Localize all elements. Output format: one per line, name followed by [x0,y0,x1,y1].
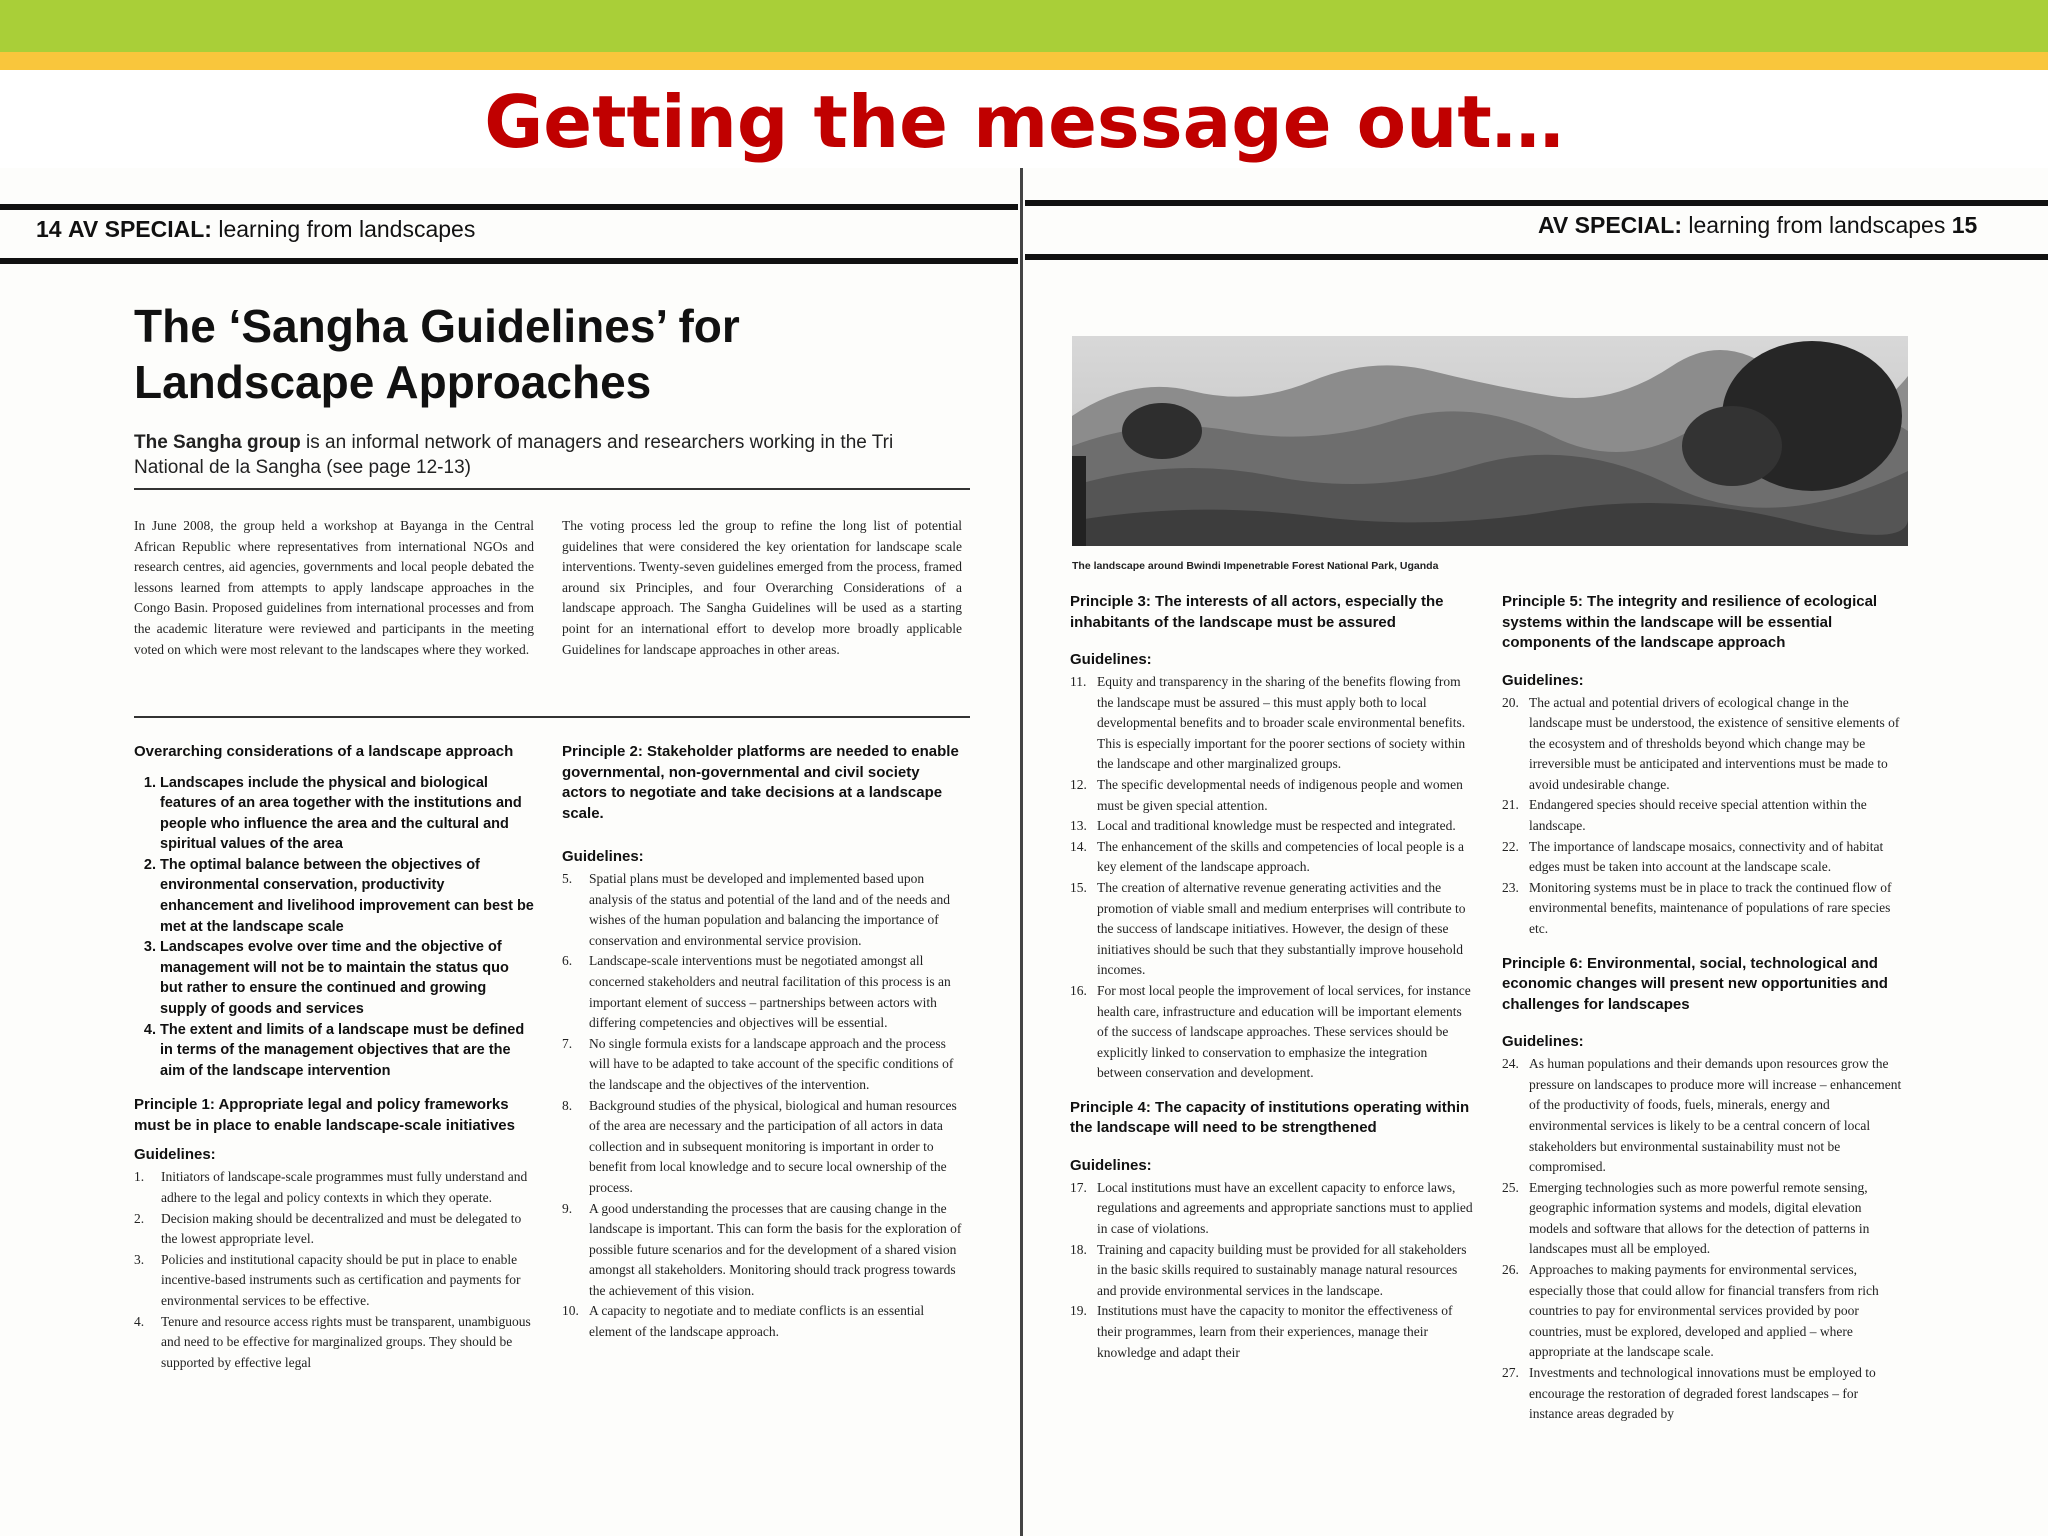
landscape-photo [1072,336,1908,546]
guideline-item [562,1301,962,1342]
p4-guidelines-label: Guidelines: [1070,1156,1152,1174]
guideline-text: The importance of landscape mosaics, connectivity and of habitat edges must be taken into account at the landscape scale. [1529,838,1884,875]
left-section-label: AV SPECIAL: [67,216,212,242]
overarching-item: 2. The optimal balance between the objectives of environmental conservation, productivity enhancement and livelihood improvement can best be met at the landscape scale [160,855,534,937]
guideline-number: 6. [562,953,573,969]
guideline-item [1070,878,1475,981]
guideline-text: The actual and potential drivers of ecological change in the landscape must be understood, the existence of sensitive elements of the ecosystem and of thresholds beyond which change may be irreversible must be anticipated and interventions must be made to avoid undesirable change. [1529,694,1900,792]
principle6-heading: Principle 6: Environmental, social, technological and economic changes will present new opportunities and challenges for landscapes [1502,954,1888,1013]
guideline-text: Tenure and resource access rights must be transparent, unambiguous and need to be effective for marginalized groups. They should be supported by effective legal [161,1313,531,1370]
guideline-text: As human populations and their demands upon resources grow the pressure on landscapes to produce more will increase – enhancement of the productivity of foods, fuels, minerals, energy and environmental services is likely to be a central concern of local stakeholders but environmental sustainability must not be compromised. [1529,1056,1902,1175]
guideline-text: Local and traditional knowledge must be respected and integrated. [1097,818,1456,834]
guideline-text: Background studies of the physical, biological and human resources of the area are necessary and the participation of all actors in data collection and in subsequent monitoring is important in order to benefit from local knowledge and to secure local ownership of the process. [589,1097,957,1195]
overarching-heading: Overarching considerations of a landscape approach [134,743,514,760]
guideline-item [1502,837,1902,878]
guideline-item [1070,837,1475,878]
guideline-number: 9. [562,1200,573,1216]
guideline-number: 11. [1070,674,1087,689]
guideline-item [134,1209,534,1250]
principle1-heading: Principle 1: Appropriate legal and policy frameworks must be in place to enable landscape-scale initiatives [134,1096,515,1134]
guideline-text: Approaches to making payments for environmental services, especially those that could allow for financial transfers from rich countries to pay for environmental services provided by poor countries, must be explored, developed and applied – where appropriate at the landscape scale. [1529,1262,1879,1360]
guideline-number: 21. [1502,797,1519,813]
guideline-number: 18. [1070,1241,1087,1257]
guideline-number: 25. [1502,1179,1519,1195]
overarching-item: 1. Landscapes include the physical and biological features of an area together with the institutions and people who influence the area and the cultural and spiritual values of the area [160,773,534,855]
right-header-rule-top [1025,200,2048,206]
guideline-item [562,1096,962,1199]
guideline-number: 27. [1502,1365,1519,1381]
standfirst [134,430,934,480]
overarching-item: 4. The extent and limits of a landscape must be defined in terms of the management objectives that are the aim of the landscape intervention [160,1020,534,1082]
guideline-number: 26. [1502,1262,1519,1278]
left-subsection-label: learning from landscapes [218,216,476,242]
landscape-photo-graphic [1072,336,1908,546]
guideline-item [1502,1178,1902,1260]
guideline-number: 15. [1070,879,1087,895]
guideline-number: 8. [562,1097,573,1113]
guideline-text: Decision making should be decentralized and must be delegated to the lowest appropriate level. [161,1210,522,1247]
guideline-number: 5. [562,871,573,886]
guideline-text: A good understanding the processes that are causing change in the landscape is important. This can form the basis for the exploration of possible future scenarios and for the development of a shared vision amongst all stakeholders. Monitoring should track progress towards the achievement of this vision. [589,1200,962,1298]
guideline-item [1502,1260,1902,1363]
p4-guidelines-list [1070,1178,1475,1363]
title-the: The [134,300,229,352]
guideline-text: Landscape-scale interventions must be negotiated amongst all concerned stakeholders and neutral facilitation of this process is an important element of success – partnerships between actors with differing competencies and objectives will be essential. [589,953,951,1031]
right-section-label: AV SPECIAL: [1538,212,1682,238]
guideline-number: 23. [1502,879,1519,895]
left-column-a [134,742,534,1373]
guideline-item [562,951,962,1033]
guideline-number: 13. [1070,818,1087,834]
p2-guidelines-label: Guidelines: [562,848,644,865]
guideline-text: Spatial plans must be developed and implemented based upon analysis of the status and potential of the land and of the needs and wishes of the human population and balancing the importance of conservation and environmental service provision. [589,871,951,948]
guideline-text: Policies and institutional capacity should be put in place to enable incentive-based instruments such as certification and payments for environmental services to be effective. [161,1251,521,1308]
principle2-heading: Principle 2: Stakeholder platforms are needed to enable governmental, non-governmental and civil society actors to negotiate and take decisions at a landscape scale. [562,743,959,822]
top-green-band [0,0,2048,52]
photo-caption: The landscape around Bwindi Impenetrable Forest National Park, Uganda [1072,560,1439,572]
guideline-number: 16. [1070,982,1087,998]
guideline-item [1502,1363,1902,1425]
page-gutter [1020,168,1023,1536]
guideline-item [562,869,962,951]
guideline-text: Institutions must have the capacity to monitor the effectiveness of their programmes, learn from their experiences, manage their knowledge and adapt their [1097,1303,1453,1360]
p2-guidelines-list [562,869,962,1343]
p1-guidelines-list [134,1167,534,1373]
left-header-rule-top [0,204,1018,210]
guideline-number: 19. [1070,1303,1087,1319]
guideline-number: 24. [1502,1056,1519,1072]
intro-column-2: The voting process led the group to refine the long list of potential guidelines that were considered the key orientation for landscape scale interventions. Twenty-seven guidelines emerged from the process, framed around six Principles, and four Overarching Considerations of a landscape approach. The Sangha Guidelines will be used as a starting point for an international effort to develop more broadly applicable Guidelines for landscape approaches in other areas. [562,518,962,657]
guideline-text: Investments and technological innovations must be employed to encourage the restoration of degraded forest landscapes – for instance areas degraded by [1529,1365,1876,1422]
left-column-b [562,742,962,1343]
guideline-item [1502,878,1902,940]
intro-column-1: In June 2008, the group held a workshop at Bayanga in the Central African Republic where representatives from international NGOs and research centres, aid agencies, governments and local people debated the lessons learned from attempts to apply landscape approaches in the Congo Basin. Proposed guidelines from international processes and from the academic literature were reviewed and participants in the meeting voted on which were most relevant to the landscapes where they worked. [134,518,534,657]
guideline-text: Local institutions must have an excellent capacity to enforce laws, regulations and agreements and appropriate sanctions must to applied in case of violations. [1097,1179,1473,1237]
p1-guidelines-label: Guidelines: [134,1146,216,1164]
guideline-number: 14. [1070,838,1087,854]
magazine-spread [0,168,2048,1536]
principle3-heading: Principle 3: The interests of all actors, especially the inhabitants of the landscape must be assured [1070,593,1444,631]
intro-rule-bottom [134,716,970,718]
standfirst-text: is an informal network of managers and researchers working in the Tri National de la Sangha (see page 12-13) [134,432,894,478]
guideline-text: Endangered species should receive special attention within the landscape. [1529,797,1867,834]
p5-guidelines-list [1502,693,1902,940]
left-header-rule-bottom [0,258,1018,264]
guideline-item [134,1250,534,1312]
slide-title: Getting the message out… [484,80,1564,164]
guideline-number: 10. [562,1303,579,1319]
guideline-number: 12. [1070,776,1087,792]
principle4-heading: Principle 4: The capacity of institutions operating within the landscape will need to be strengthened [1070,1098,1470,1137]
guideline-item [1502,1054,1902,1178]
guideline-text: The specific developmental needs of indigenous people and women must be given special attention. [1097,776,1463,813]
left-running-head [36,216,475,243]
guideline-text: Monitoring systems must be in place to track the continued flow of environmental benefits, maintenance of populations of rare species etc. [1529,879,1892,937]
principle5-heading: Principle 5: The integrity and resilience of ecological systems within the landscape will be essential components of the landscape approach [1502,593,1878,651]
right-column-d [1502,592,1902,1425]
guideline-text: Emerging technologies such as more powerful remote sensing, geographic information systems and models, digital elevation models and software that allows for the detection of patterns in landscapes must all be employed. [1529,1179,1870,1257]
title-line2: Landscape Approaches [134,356,652,408]
guideline-number: 4. [134,1313,145,1329]
guideline-text: The enhancement of the skills and competencies of local people is a key element of the landscape approach. [1097,838,1464,875]
guideline-item [1070,672,1475,775]
guideline-text: No single formula exists for a landscape approach and the process will have to be adapted to take account of the specific conditions of the landscape and the objectives of the intervention. [589,1035,954,1092]
guideline-text: A capacity to negotiate and to mediate conflicts is an essential element of the landscape approach. [589,1303,925,1340]
guideline-number: 17. [1070,1179,1087,1195]
p5-guidelines-label: Guidelines: [1502,671,1584,689]
guideline-item [1070,1178,1475,1240]
guideline-text: Equity and transparency in the sharing of the benefits flowing from the landscape must be assured – this must apply both to local developmental benefits and to broader scale environmental benefits. This is especially important for the poorer sections of society within the landscape and other marginalized groups. [1097,674,1466,772]
guideline-text: Training and capacity building must be provided for all stakeholders in the basic skills required to sustainably manage natural resources and provide environmental services in the landscape. [1097,1241,1467,1298]
p3-guidelines-list [1070,672,1475,1084]
guideline-item [1502,693,1902,796]
top-yellow-band [0,52,2048,70]
title-sangha-guidelines: ‘Sangha Guidelines’ [228,300,679,352]
guideline-item [1070,1301,1475,1363]
article-title [134,298,970,410]
guideline-text: Initiators of landscape-scale programmes must fully understand and adhere to the legal and policy contexts in which they operate. [161,1169,528,1205]
guideline-number: 3. [134,1251,145,1267]
guideline-number: 2. [134,1210,145,1226]
standfirst-lead: The Sangha group [134,432,301,453]
guideline-number: 20. [1502,694,1519,710]
guideline-item [134,1312,534,1374]
intro-rule-top [134,488,970,490]
guideline-item [134,1167,534,1208]
guideline-item [562,1199,962,1302]
guideline-text: For most local people the improvement of local services, for instance health care, infrastructure and education will be important elements of the success of landscape approaches. These services should be explicitly linked to conservation to emphasize the integration between conservation and development. [1097,982,1471,1081]
right-page-number: 15 [1951,212,1978,238]
right-running-head [1538,212,1977,239]
overarching-item: 3. Landscapes evolve over time and the objective of management will not be to maintain the status quo but rather to ensure the continued and growing supply of goods and services [160,937,534,1019]
guideline-item [1502,795,1902,836]
guideline-number: 7. [562,1035,573,1051]
p6-guidelines-label: Guidelines: [1502,1033,1584,1051]
guideline-item [1070,816,1475,837]
guideline-item [562,1034,962,1096]
left-page-number: 14 [36,216,62,242]
p3-guidelines-label: Guidelines: [1070,651,1152,668]
p6-guidelines-list [1502,1054,1902,1425]
left-page-header [134,298,970,480]
title-for: for [678,300,740,352]
guideline-text: The creation of alternative revenue generating activities and the promotion of viable small and medium enterprises will contribute to the success of landscape initiatives. However, the design of these initiatives should be such that they substantially improve household incomes. [1097,879,1466,978]
guideline-number: 1. [134,1169,145,1185]
right-column-c [1070,592,1475,1363]
overarching-list [134,773,534,1082]
guideline-item [1070,981,1475,1084]
right-header-rule-bottom [1025,254,2048,260]
guideline-item [1070,1240,1475,1302]
guideline-item [1070,775,1475,816]
guideline-number: 22. [1502,838,1519,854]
right-subsection-label: learning from landscapes [1688,212,1946,238]
